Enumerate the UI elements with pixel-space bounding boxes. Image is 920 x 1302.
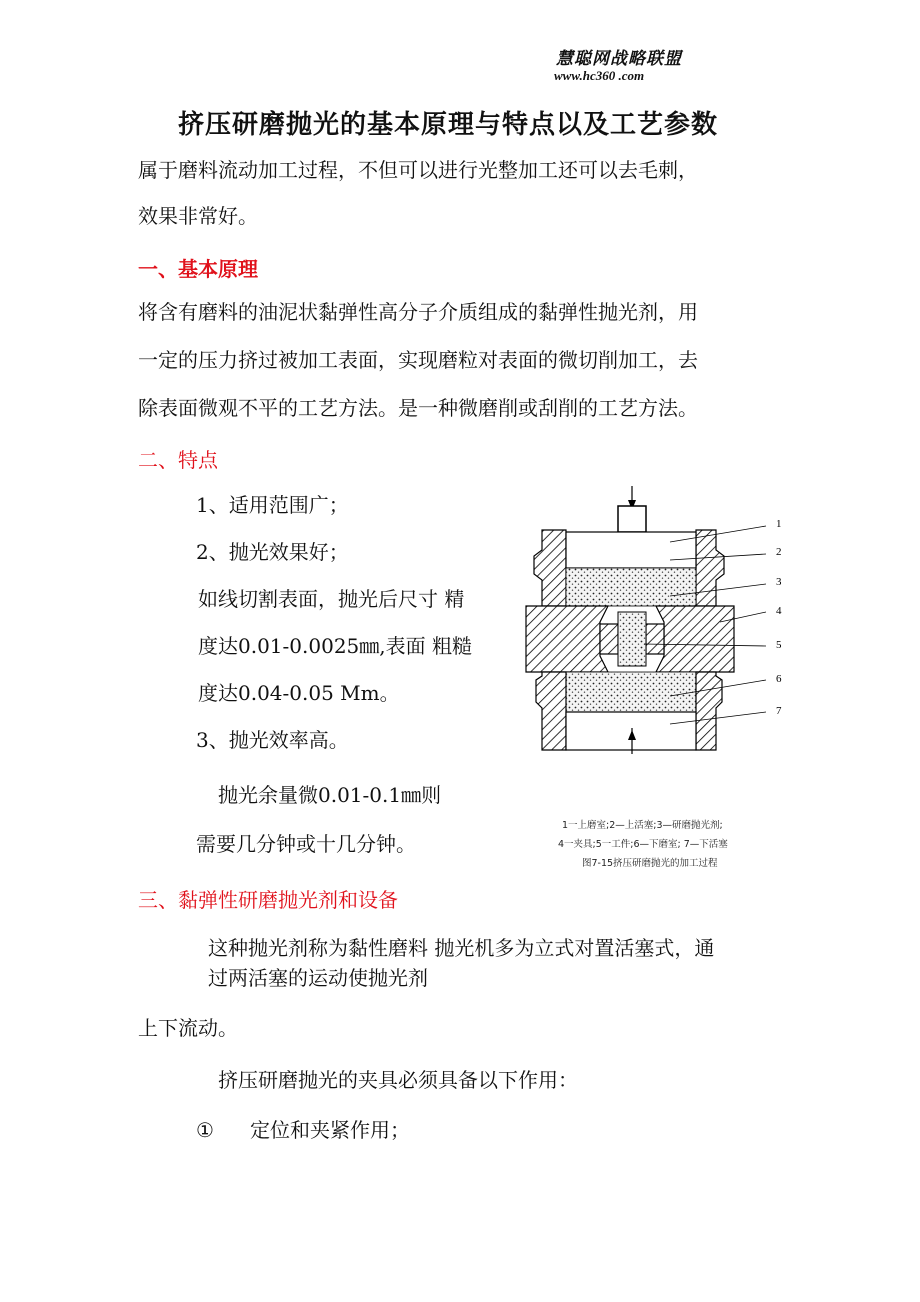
feature-detail-2: 度达0.01-0.0025㎜,表面 粗糙 (198, 634, 472, 658)
label-6: 6 (776, 673, 782, 685)
upper-piston (566, 532, 696, 568)
figure-caption-1: 1一上磨室;2—上活塞;3—研磨抛光剂; (562, 820, 723, 831)
feature-detail-1: 如线切割表面，抛光后尺寸 精 (198, 587, 465, 611)
label-4: 4 (776, 605, 782, 617)
section-1-heading: 一、基本原理 (138, 257, 258, 281)
lower-piston (566, 712, 696, 750)
lower-abrasive (566, 672, 696, 712)
section-1-line-3: 除表面微观不平的工艺方法。是一种微磨削或刮削的工艺方法。 (138, 396, 698, 420)
brand-url: www.hc360 .com (554, 68, 645, 83)
feature-item-1: 1、适用范围广； (196, 493, 349, 517)
feature-item-3: 3、抛光效率高。 (196, 728, 349, 752)
fixture-requirements: 挤压研磨抛光的夹具必须具备以下作用： (218, 1068, 578, 1092)
page-title: 挤压研磨抛光的基本原理与特点以及工艺参数 (178, 110, 719, 140)
label-3: 3 (776, 576, 782, 588)
workpiece-left (600, 624, 618, 654)
label-7: 7 (776, 705, 782, 717)
section-3-continuation: 上下流动。 (138, 1016, 238, 1040)
upper-abrasive (566, 568, 696, 606)
feature-item-3-detail-2: 需要几分钟或十几分钟。 (196, 832, 416, 856)
point-text-1: 定位和夹紧作用； (250, 1118, 410, 1142)
fixture-left (526, 606, 608, 672)
workpiece-channel (618, 612, 646, 666)
feature-item-2: 2、抛光效果好； (196, 540, 349, 564)
label-1: 1 (776, 518, 782, 530)
point-marker-1: ① (196, 1118, 214, 1142)
workpiece-right (646, 624, 664, 654)
lower-wall-right (696, 672, 722, 750)
section-1-line-2: 一定的压力挤过被加工表面，实现磨粒对表面的微切削加工，去 (138, 348, 698, 372)
section-3-line-2: 过两活塞的运动使抛光剂 (208, 966, 428, 990)
extrusion-polishing-diagram (520, 484, 800, 764)
brand-name: 慧聪网战略联盟 (556, 49, 682, 69)
intro-line-2: 效果非常好。 (138, 204, 258, 228)
label-2: 2 (776, 546, 782, 558)
upper-rod (618, 506, 646, 532)
feature-detail-3: 度达0.04-0.05 Mm。 (198, 681, 400, 705)
upper-wall-right (696, 530, 724, 606)
fixture-right (656, 606, 734, 672)
section-3-heading: 三、黏弹性研磨抛光剂和设备 (138, 888, 398, 912)
upper-wall-left (534, 530, 566, 606)
label-5: 5 (776, 639, 782, 651)
section-1-line-1: 将含有磨料的油泥状黏弹性高分子介质组成的黏弹性抛光剂，用 (138, 300, 698, 324)
intro-line-1: 属于磨料流动加工过程，不但可以进行光整加工还可以去毛刺， (138, 158, 698, 182)
figure-caption-3: 图7-15挤压研磨抛光的加工过程 (582, 858, 718, 869)
figure-caption-2: 4一夹具;5一工件;6—下磨室; 7—下活塞 (558, 839, 728, 850)
section-2-heading: 二、特点 (138, 448, 218, 472)
lower-wall-left (536, 672, 566, 750)
section-3-line-1: 这种抛光剂称为黏性磨料 抛光机多为立式对置活塞式，通 (208, 936, 715, 960)
feature-item-3-detail-1: 抛光余量微0.01-0.1㎜则 (218, 783, 442, 807)
